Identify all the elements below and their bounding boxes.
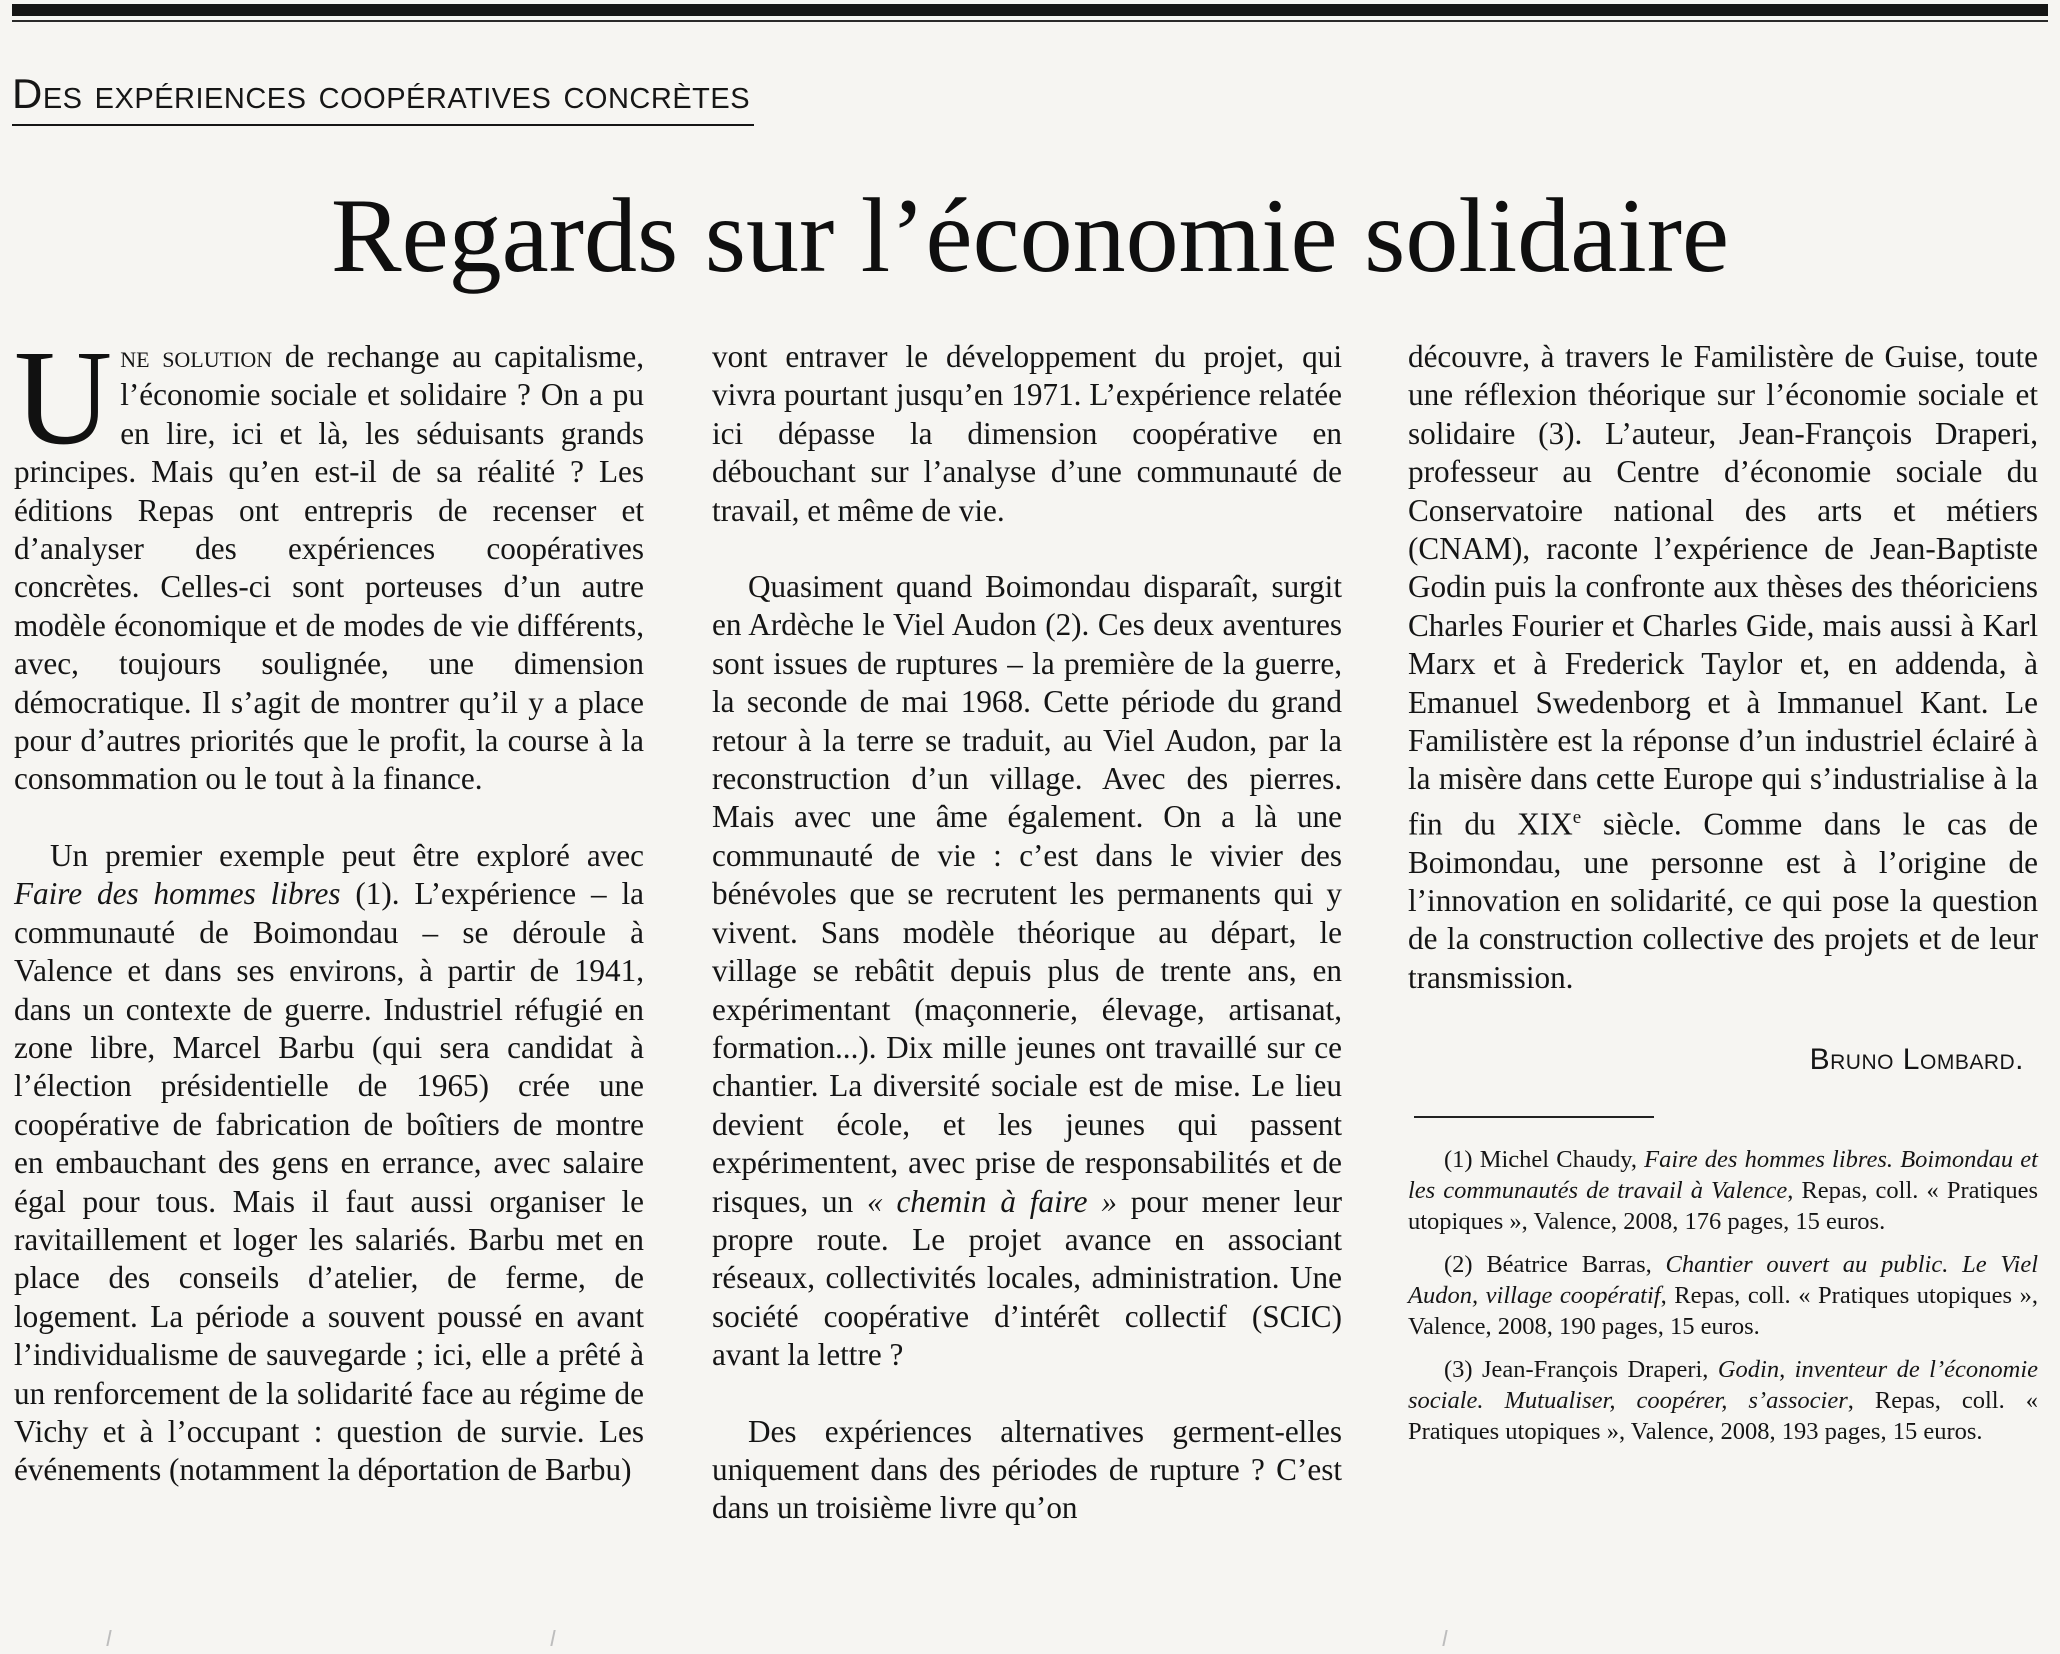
- footnote-title: Godin, inventeur de l’économie sociale. Mutualiser, coopérer, s’associer: [1408, 1355, 2038, 1414]
- top-thin-rule: [12, 20, 2048, 22]
- scan-artifact: [550, 1630, 565, 1646]
- author-signature: Bruno Lombard.: [1809, 1043, 2024, 1077]
- article-column-2: [712, 338, 1342, 1528]
- lead-smallcaps: ne solution: [120, 339, 273, 374]
- paragraph-text: (1). L’expérience – la communauté de Boimondau – se déroule à Valence et dans ses environs, à partir de 1941, dans un contexte de guerre. Industriel réfugié en zone libre, Marcel Barbu (qui sera candidat à l’élection présidentielle de 1965) crée une coopérative de fabrication de boîtiers de montre en embauchant des gens en errance, avec salaire égal pour tous. Mais il faut aussi organiser le ravitaillement et loger les salariés. Barbu met en place des conseils d’atelier, de ferme, de logement. La période a souvent poussé en avant l’individualisme de sauvegarde ; ici, elle a prêté à un renforcement de la solidarité face au régime de Vichy et à l’occupant : question de survie. Les événements (notamment la déportation de Barbu): [14, 876, 644, 1488]
- paragraph-familistere: [1408, 338, 2038, 997]
- paragraph-intro: [14, 323, 644, 799]
- paragraph-text: découvre, à travers le Familistère de Guise, toute une réflexion théorique sur l’économie sociale et solidaire (3). L’auteur, Jean-François Draperi, professeur au Centre d’économie sociale du Conservatoire national des arts et métiers (CNAM), raconte l’expérience de Jean-Baptiste Godin puis la confronte aux thèses des théoriciens Charles Fourier et Charles Gide, mais aussi à Karl Marx et à Frederick Taylor et, en addenda, à Emanuel Swedenborg et à Immanuel Kant. Le Familistère est la réponse d’un industriel éclairé à la misère dans cette Europe qui s’industrialise à la fin du XIX: [1408, 339, 2038, 842]
- footnote-text: (2) Béatrice Barras,: [1444, 1250, 1666, 1278]
- article-column-1: [14, 323, 644, 1490]
- paragraph-continuation: vont entraver le développement du projet, qui vivra pourtant jusqu’en 1971. L’expérience relatée ici dépasse la dimension coopérative en débouchant sur l’analyse d’une communauté de travail, et même de vie.: [712, 339, 1342, 528]
- footnote-text: , Repas, coll. « Pratiques utopiques », Valence, 2008, 176 pages, 15 euros.: [1408, 1176, 2039, 1235]
- footnote-2: [1408, 1249, 2038, 1342]
- superscript: e: [1572, 806, 1582, 828]
- paragraph-text: pour mener leur propre route. Le projet avance en associant réseaux, collectivités locales, administration. Une société coopérative d’intérêt collectif (SCIC) avant la lettre ?: [712, 1183, 1343, 1373]
- paragraph-text: siècle. Comme dans le cas de Boimondau, une personne est à l’origine de l’innovation en solidarité, ce qui pose la question de la construction collective des projets et de leur transmission.: [1408, 806, 2038, 995]
- footnote-rule: [1414, 1116, 1654, 1118]
- footnote-text: , Repas, coll. « Pratiques utopiques », Valence, 2008, 193 pages, 15 euros.: [1408, 1386, 2038, 1445]
- paragraph-viel-audon: [712, 568, 1342, 1375]
- footnote-1: [1408, 1144, 2038, 1237]
- footnote-text: (1) Michel Chaudy,: [1444, 1145, 1645, 1173]
- paragraph-boimondau: [14, 837, 644, 1490]
- book-title: Faire des hommes libres: [14, 876, 341, 912]
- article-headline: Regards sur l’économie solidaire: [330, 177, 1730, 294]
- quote-italic: « chemin à faire »: [867, 1183, 1117, 1219]
- footnote-title: Faire des hommes libres. Boimondau et les communautés de travail à Valence: [1408, 1145, 2038, 1204]
- footnote-title: Chantier ouvert au public. Le Viel Audon, village coopératif: [1408, 1250, 2038, 1309]
- footnote-3: [1408, 1354, 2038, 1447]
- paragraph-text: Un premier exemple peut être exploré avec: [50, 837, 644, 873]
- paragraph-text: de rechange au capitalisme, l’économie sociale et solidaire ? On a pu en lire, ici et là, les séduisants grands principes. Mais qu’en est-il de sa réalité ? Les éditions Repas ont entrepris de recenser et d’analyser des expériences coopératives concrètes. Celles-ci sont porteuses d’un autre modèle économique et de modes de vie différents, avec, toujours soulignée, une dimension démocratique. Il s’agit de montrer qu’il y a place pour d’autres priorités que le profit, la course à la consommation ou le tout à la finance.: [14, 339, 644, 797]
- section-kicker: Des expériences coopératives concrètes: [12, 64, 754, 126]
- paragraph-third-book: Des expériences alternatives germent-elles uniquement dans des périodes de rupture ? C’est dans un troisième livre qu’on: [712, 1413, 1342, 1526]
- scan-artifact: [1442, 1630, 1457, 1646]
- footnote-text: , Repas, coll. « Pratiques utopiques », Valence, 2008, 190 pages, 15 euros.: [1408, 1281, 2038, 1340]
- top-rule: [12, 4, 2048, 16]
- scan-artifact: [106, 1630, 121, 1646]
- footnote-text: (3) Jean-François Draperi,: [1444, 1355, 1718, 1383]
- drop-cap: U: [14, 323, 113, 473]
- article-column-3: [1408, 338, 2038, 1459]
- paragraph-text: Quasiment quand Boimondau disparaît, surgit en Ardèche le Viel Audon (2). Ces deux aventures sont issues de ruptures – la première de la guerre, la seconde de mai 1968. Cette période du grand retour à la terre se traduit, au Viel Audon, par la reconstruction d’un village. Avec des pierres. Mais avec une âme également. On a là une communauté de vie : c’est dans le vivier des bénévoles que se recrutent les permanents qui y vivent. Sans modèle théorique au départ, le village se rebâtit depuis plus de trente ans, en expérimentant (maçonnerie, élevage, artisanat, formation...). Dix mille jeunes ont travaillé sur ce chantier. La diversité sociale est de mise. Le lieu devient école, et les jeunes qui passent expérimentent, avec prise de responsabilités et de risques, un: [712, 569, 1342, 1219]
